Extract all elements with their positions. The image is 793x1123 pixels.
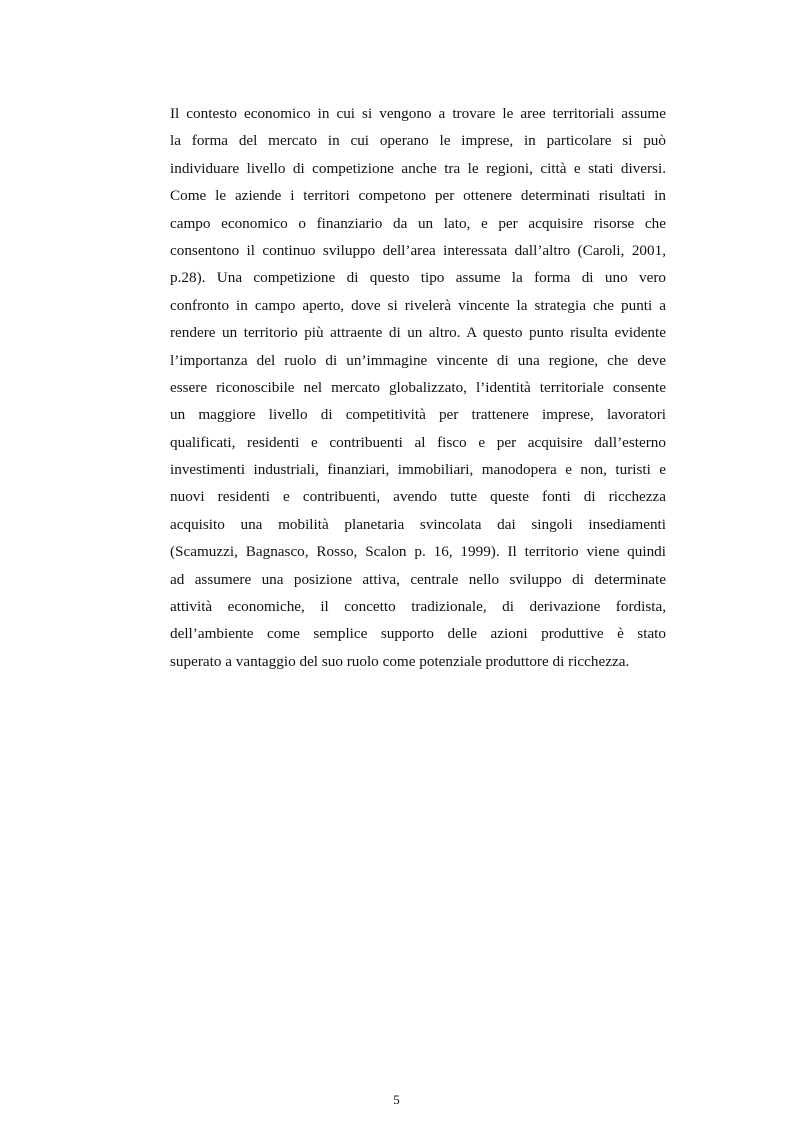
paragraph-line: p.28). Una competizione di questo tipo assume la forma di uno vero: [170, 269, 666, 287]
page-number: 5: [393, 1092, 400, 1107]
paragraph-line: acquisito una mobilità planetaria svincolata dai singoli insediamenti: [170, 515, 666, 533]
paragraph-line: la forma del mercato in cui operano le imprese, in particolare si può: [170, 132, 666, 150]
paragraph-line: Il contesto economico in cui si vengono a trovare le aree territoriali assume: [170, 105, 666, 122]
paragraph-line: dell’ambiente come semplice supporto delle azioni produttive è stato: [170, 625, 666, 643]
paragraph-line: l’importanza del ruolo di un’immagine vincente di una regione, che deve: [170, 351, 666, 369]
paragraph-line: (Scamuzzi, Bagnasco, Rosso, Scalon p. 16, 1999). Il territorio viene quindi: [170, 543, 666, 561]
paragraph-line: Come le aziende i territori competono per ottenere determinati risultati in: [170, 187, 666, 205]
paragraph-line: nuovi residenti e contribuenti, avendo tutte queste fonti di ricchezza: [170, 488, 666, 506]
paragraph-line: ad assumere una posizione attiva, centrale nello sviluppo di determinate: [170, 570, 666, 588]
paragraph-line: superato a vantaggio del suo ruolo come potenziale produttore di ricchezza.: [170, 652, 630, 670]
paragraph-line: campo economico o finanziario da un lato, e per acquisire risorse che: [170, 214, 666, 232]
paragraph-line: consentono il continuo sviluppo dell’area interessata dall’altro (Caroli, 2001,: [170, 241, 666, 259]
paragraph-line: qualificati, residenti e contribuenti al fisco e per acquisire dall’esterno: [170, 433, 666, 451]
paragraph-line: individuare livello di competizione anche tra le regioni, città e stati diversi.: [170, 159, 666, 177]
paragraph-line: attività economiche, il concetto tradizionale, di derivazione fordista,: [170, 598, 666, 616]
paragraph-line: rendere un territorio più attraente di un altro. A questo punto risulta evidente: [170, 324, 666, 342]
body-paragraph: [170, 100, 666, 675]
paragraph-line: essere riconoscibile nel mercato globalizzato, l’identità territoriale consente: [170, 378, 666, 396]
paragraph-line: un maggiore livello di competitività per trattenere imprese, lavoratori: [170, 406, 666, 424]
paragraph-line: confronto in campo aperto, dove si rivelerà vincente la strategia che punti a: [170, 296, 666, 314]
paragraph-line: investimenti industriali, finanziari, immobiliari, manodopera e non, turisti e: [170, 461, 666, 479]
